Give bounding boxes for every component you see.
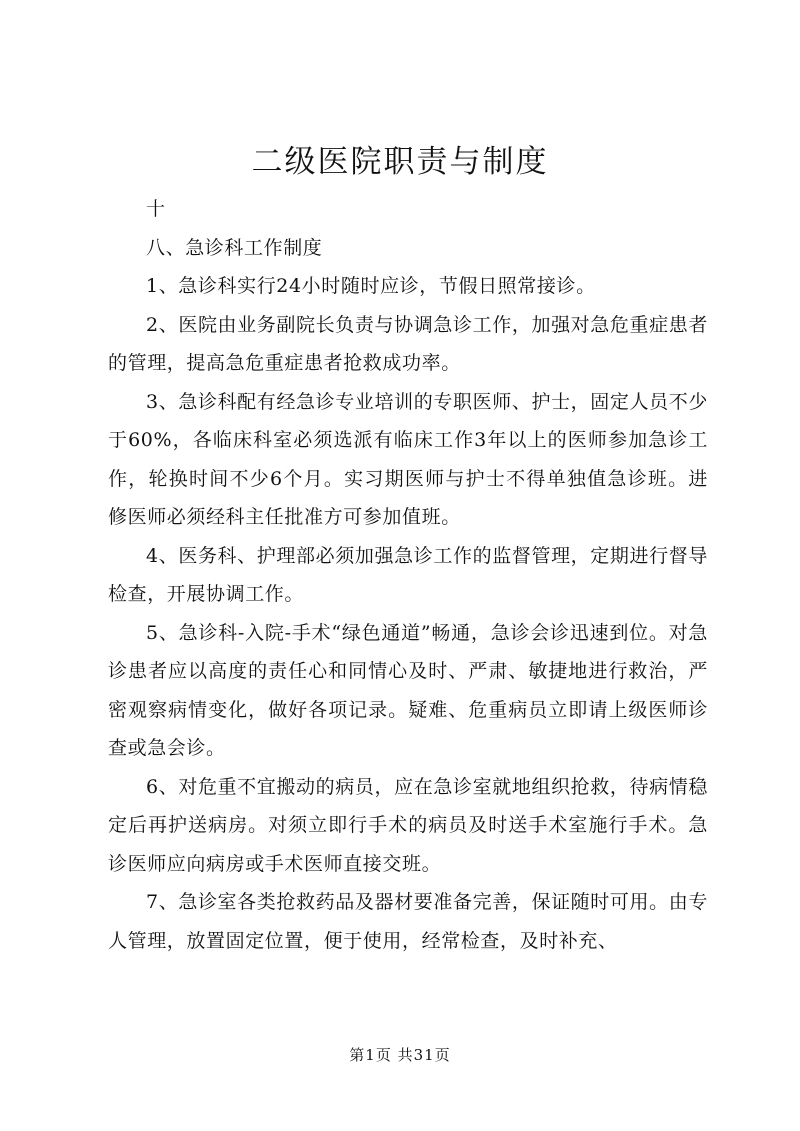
paragraph-rule-6: 6、对危重不宜搬动的病员，应在急诊室就地组织抢救，待病情稳定后再护送病房。对须立即行手术的病员及时送手术室施行手术。急诊医师应向病房或手术医师直接交班。 <box>108 775 708 875</box>
paragraph-heading-part-1: 十 <box>146 198 166 220</box>
paragraph-rule-2: 2、医院由业务副院长负责与协调急诊工作，加强对急危重症患者的管理，提高急危重症患者抢救成功率。 <box>108 313 708 374</box>
page-title: 二级医院职责与制度 <box>251 144 549 180</box>
paragraph-rule-3: 3、急诊科配有经急诊专业培训的专职医师、护士，固定人员不少于60%，各临床科室必须选派有临床工作3年以上的医师参加急诊工作，轮换时间不少6个月。实习期医师与护士不得单独值急诊班。进修医师必须经科主任批准方可参加值班。 <box>108 390 708 528</box>
page-number-footer: 第1页 共31页 <box>349 1046 451 1064</box>
paragraph-rule-5: 5、急诊科-入院-手术“绿色通道”畅通，急诊会诊迅速到位。对急诊患者应以高度的责任心和同情心及时、严肃、敏捷地进行救治，严密观察病情变化，做好各项记录。疑难、危重病员立即请上级医师诊查或急会诊。 <box>108 621 708 759</box>
paragraph-rule-4: 4、医务科、护理部必须加强急诊工作的监督管理，定期进行督导检查，开展协调工作。 <box>108 544 708 605</box>
section-heading: 八、急诊科工作制度 <box>146 236 323 259</box>
paragraph-rule-1: 1、急诊科实行24小时随时应诊，节假日照常接诊。 <box>146 275 596 297</box>
document-body <box>108 190 708 960</box>
paragraph-rule-7: 7、急诊室各类抢救药品及器材要准备完善，保证随时可用。由专人管理，放置固定位置，便于使用，经常检查，及时补充、 <box>108 891 708 952</box>
